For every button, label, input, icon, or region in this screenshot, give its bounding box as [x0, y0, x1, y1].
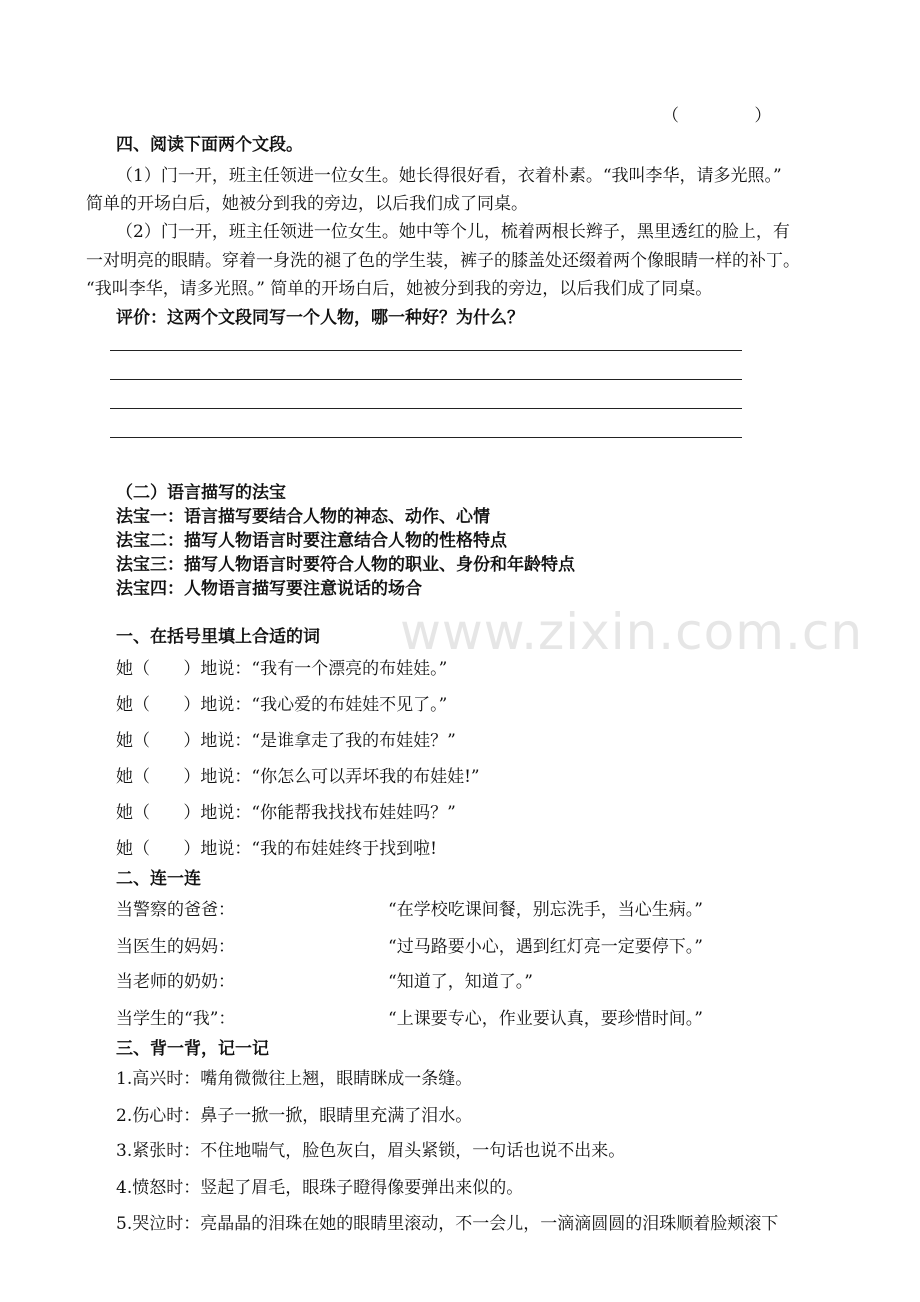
answer-line[interactable]: [110, 437, 742, 438]
tip-item: 法宝一：语言描写要结合人物的神态、动作、心情: [116, 507, 490, 527]
fill-item: 她（ ）地说：“你能帮我找找布娃娃吗？”: [116, 803, 456, 823]
match-section-title: 二、连一连: [116, 869, 201, 889]
memorize-item: 2.伤心时：鼻子一掀一掀，眼睛里充满了泪水。: [116, 1106, 473, 1126]
answer-line[interactable]: [110, 379, 742, 380]
tip-item: 法宝三：描写人物语言时要符合人物的职业、身份和年龄特点: [116, 555, 575, 575]
match-right-item[interactable]: “在学校吃课间餐，别忘洗手，当心生病。”: [388, 900, 703, 920]
fill-item: 她（ ）地说：“我心爱的布娃娃不见了。”: [116, 695, 448, 715]
watermark: www.zixin.com.cn: [400, 603, 864, 661]
match-left-item[interactable]: 当老师的奶奶：: [116, 972, 235, 992]
passage2-line1: （2）门一开，班主任领进一位女生。她中等个儿，梳着两根长辫子，黑里透红的脸上，有: [116, 222, 790, 242]
evaluation-question: 评价：这两个文段同写一个人物，哪一种好？为什么？: [116, 308, 524, 328]
match-left-item[interactable]: 当警察的爸爸：: [116, 900, 235, 920]
memorize-item: 1.高兴时：嘴角微微往上翘，眼睛眯成一条缝。: [116, 1069, 473, 1089]
passage1-line1: （1）门一开，班主任领进一位女生。她长得很好看，衣着朴素。“我叫李华，请多光照。”: [116, 166, 782, 186]
match-left-item[interactable]: 当学生的“我”：: [116, 1009, 236, 1029]
memorize-item: 3.紧张时：不住地喘气，脸色灰白，眉头紧锁，一句话也说不出来。: [116, 1141, 626, 1161]
fill-item: 她（ ）地说：“我有一个漂亮的布娃娃。”: [116, 659, 448, 679]
match-right-item[interactable]: “过马路要小心，遇到红灯亮一定要停下。”: [388, 937, 703, 957]
match-right-item[interactable]: “上课要专心，作业要认真，要珍惜时间。”: [388, 1009, 703, 1029]
fill-item: 她（ ）地说：“我的布娃娃终于找到啦!: [116, 839, 437, 859]
passage1-line2: 简单的开场白后，她被分到我的旁边，以后我们成了同桌。: [86, 194, 528, 214]
fill-item: 她（ ）地说：“是谁拿走了我的布娃娃？”: [116, 731, 456, 751]
fill-item: 她（ ）地说：“你怎么可以弄坏我的布娃娃!”: [116, 767, 480, 787]
match-right-item[interactable]: “知道了，知道了。”: [388, 972, 533, 992]
memorize-section-title: 三、背一背，记一记: [116, 1039, 269, 1059]
memorize-item: 4.愤怒时：竖起了眉毛，眼珠子瞪得像要弹出来似的。: [116, 1178, 524, 1198]
answer-line[interactable]: [110, 350, 742, 351]
match-left-item[interactable]: 当医生的妈妈：: [116, 937, 235, 957]
top-answer-bracket: （ ）: [662, 106, 772, 126]
section4-title: 四、阅读下面两个文段。: [116, 135, 303, 155]
answer-line[interactable]: [110, 408, 742, 409]
memorize-item: 5.哭泣时：亮晶晶的泪珠在她的眼睛里滚动，不一会儿，一滴滴圆圆的泪珠顺着脸颊滚下: [116, 1214, 779, 1234]
tip-item: 法宝二：描写人物语言时要注意结合人物的性格特点: [116, 531, 507, 551]
language-section-title: （二）语言描写的法宝: [116, 483, 286, 503]
tip-item: 法宝四：人物语言描写要注意说话的场合: [116, 579, 422, 599]
passage2-line2: 一对明亮的眼睛。穿着一身洗的褪了色的学生装，裤子的膝盖处还缀着两个像眼睛一样的补丁。: [86, 251, 800, 271]
fill-section-title: 一、在括号里填上合适的词: [116, 627, 320, 647]
passage2-line3: “我叫李华，请多光照。” 简单的开场白后，她被分到我的旁边，以后我们成了同桌。: [86, 279, 713, 299]
